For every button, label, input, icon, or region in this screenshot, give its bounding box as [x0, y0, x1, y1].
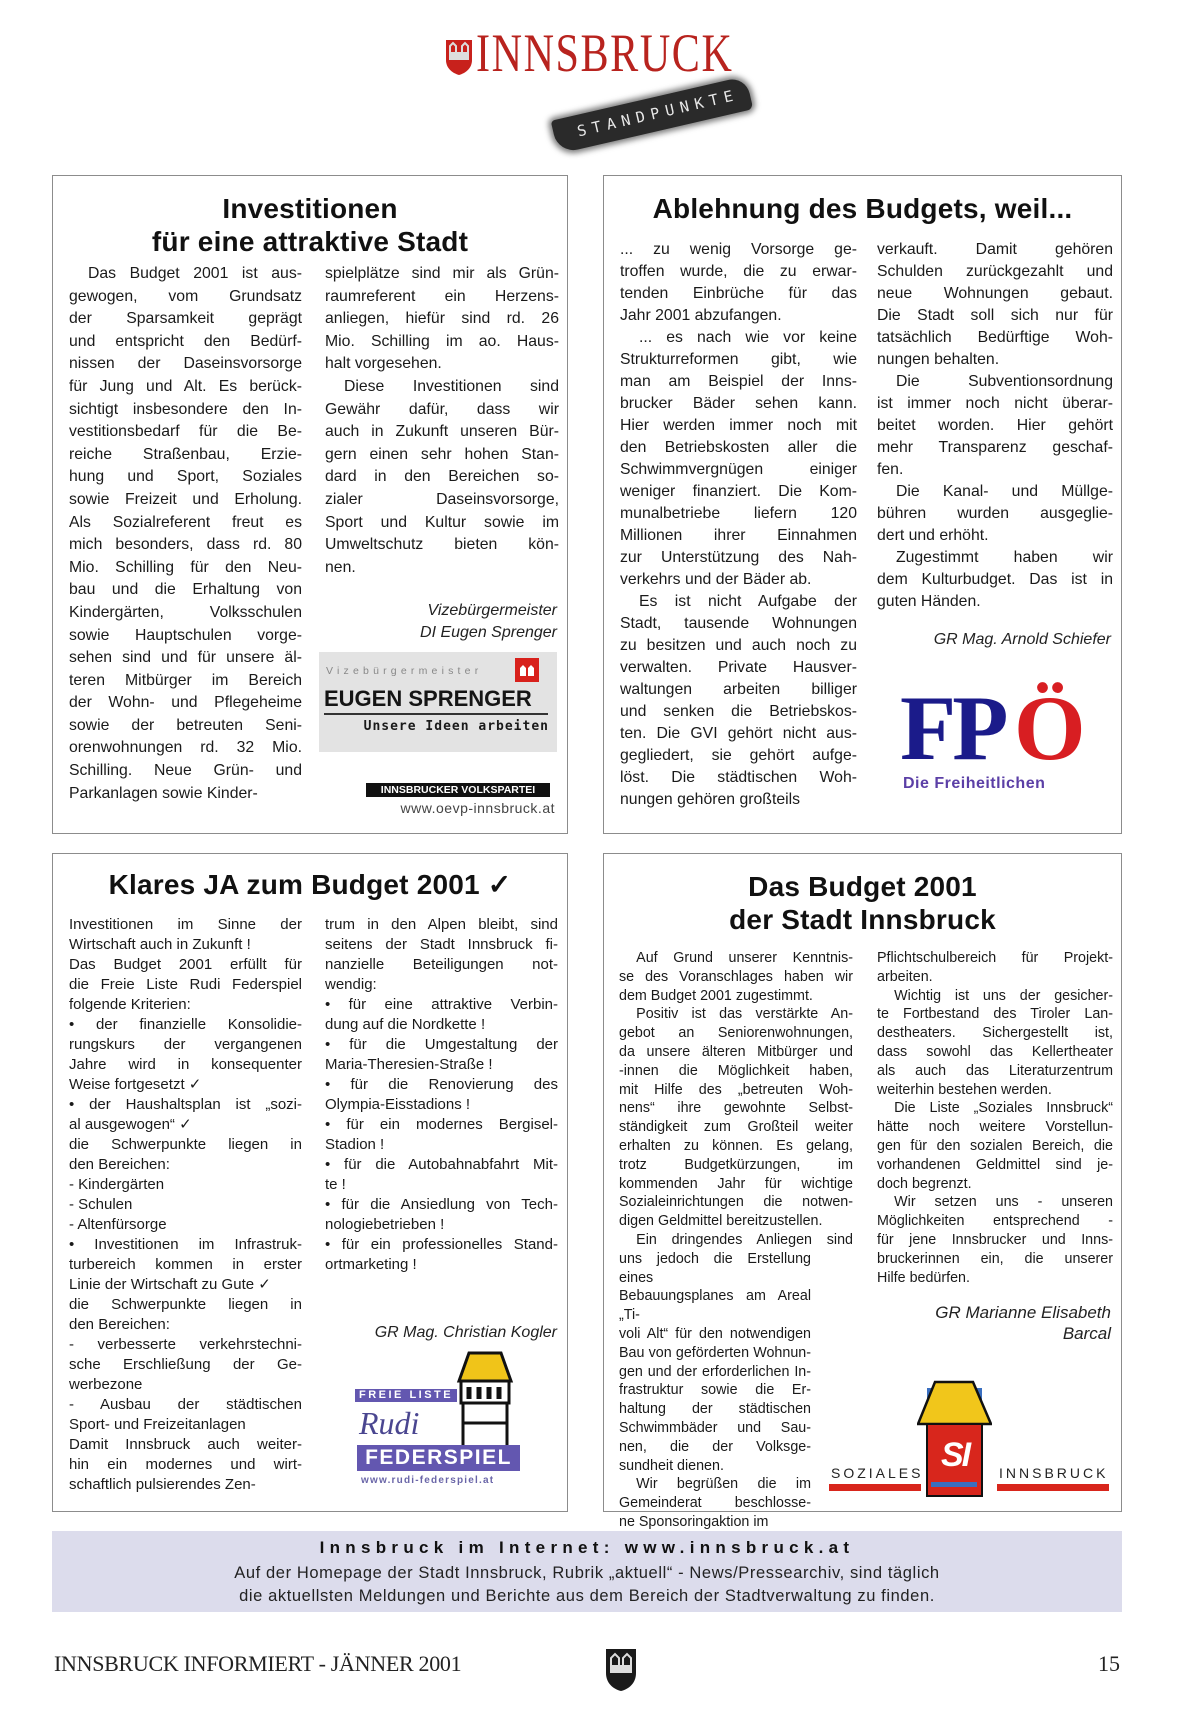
logo-script: Rudi	[359, 1405, 420, 1441]
paragraph	[877, 1193, 1113, 1287]
text-line: Weise fortgesetzt ✓	[69, 1076, 202, 1093]
signature-line: GR Marianne Elisabeth	[935, 1303, 1111, 1322]
text-line: hätte noch weitere Vorstellun-	[877, 1119, 1113, 1136]
paragraph	[69, 263, 302, 805]
article-freie-liste	[52, 853, 568, 1512]
text-line: Bebauungsplanes am Areal „Ti-	[619, 1288, 811, 1324]
text-line: den Betriebskosten aller die	[620, 439, 857, 456]
text-line: al ausgewogen“ ✓	[69, 1116, 192, 1133]
text-line: destheaters. Sichergestellt ist,	[877, 1025, 1113, 1042]
paragraph	[325, 1235, 558, 1275]
article-oevp	[52, 175, 568, 834]
text-line: werbezone	[69, 1376, 143, 1393]
text-line: doch begrenzt.	[877, 1175, 972, 1192]
text-line: dard in den Bereichen so-	[325, 468, 559, 486]
text-line: • für die Ansiedlung von Tech-	[325, 1196, 558, 1213]
text-line: Das Budget 2001 erfüllt für	[69, 956, 302, 973]
party-url: www.oevp-innsbruck.at	[400, 800, 555, 816]
text-line: zialer Daseinsvorsorge,	[325, 490, 559, 508]
logo-kicker: FREIE LISTE	[355, 1389, 457, 1402]
text-line: Mio. Schilling im ao. Haus-	[325, 332, 559, 350]
paragraph	[69, 955, 302, 1015]
text-line: • für die Renovierung des	[325, 1076, 558, 1093]
text-line: verwalten. Private Hausver-	[620, 659, 857, 676]
text-line: ortmarketing !	[325, 1256, 417, 1273]
article-title	[604, 192, 1121, 225]
party-name: INNSBRUCKER VOLKSPARTEI	[366, 783, 550, 797]
text-line: Die Liste „Soziales Innsbruck“	[894, 1100, 1113, 1117]
paragraph	[620, 239, 857, 327]
text-line: spielplätze sind mir als Grün-	[325, 265, 559, 282]
text-line: der Sparsamkeit geprägt	[69, 310, 302, 328]
article-fpoe	[603, 175, 1122, 834]
paragraph	[877, 1099, 1113, 1193]
text-line: ten. Die GVI gehört nicht aus-	[620, 725, 857, 742]
text-line: sowie Freizeit und Erholung.	[69, 490, 302, 508]
text-line: Schilling. Neue Grün- und	[69, 762, 302, 780]
text-line: Zugestimmt haben wir	[895, 549, 1113, 566]
masthead	[440, 23, 770, 141]
paragraph	[69, 1015, 302, 1095]
text-line: mehr Transparenz geschaf-	[877, 439, 1113, 456]
text-line: Möglichkeiten entsprechend -	[877, 1213, 1113, 1230]
text-line: wendig:	[325, 976, 377, 993]
banner-line: Auf der Homepage der Stadt Innsbruck, Rubrik „aktuell“ - News/Pressearchiv, sind täglich	[234, 1564, 940, 1582]
text-line: Millionen ihrer Einnahmen	[620, 527, 857, 544]
text-line: Wichtig ist uns der gesicher-	[894, 987, 1113, 1004]
article-column-right	[877, 949, 1113, 1287]
signature	[420, 600, 557, 644]
text-line: Linie der Wirtschaft zu Gute ✓	[69, 1276, 271, 1293]
text-line: • für die Autobahnabfahrt Mit-	[325, 1156, 558, 1173]
text-line: Pflichtschulbereich für Projekt-	[877, 950, 1113, 966]
tower-icon	[455, 1351, 515, 1446]
logo-rule	[324, 713, 548, 715]
text-line: nungen gehören großteils	[620, 791, 801, 808]
text-line: fen.	[877, 461, 904, 478]
text-line: folgende Kriterien:	[69, 996, 191, 1013]
article-column-right	[325, 915, 558, 1275]
paragraph	[69, 1335, 302, 1395]
innsbruck-crest-icon	[445, 38, 473, 76]
text-line: • für ein modernes Bergisel-	[325, 1116, 558, 1133]
text-line: trum in den Alpen bleibt, sind	[325, 916, 558, 933]
text-line: Bau von geförderten Wohnun-	[619, 1344, 811, 1361]
text-line: frastruktur sowie die Er-	[619, 1382, 811, 1399]
text-line: und senken die Betriebskos-	[620, 703, 857, 720]
paragraph	[69, 1195, 302, 1215]
text-line: uns jedoch die Erstellung eines	[619, 1250, 811, 1286]
text-line: Parkanlagen sowie Kinder-	[69, 784, 258, 802]
text-line: nen, die der Volksge-	[619, 1438, 811, 1455]
text-line: arbeiten.	[877, 968, 933, 985]
text-line: Das Budget 2001 ist aus-	[87, 265, 302, 282]
text-line: Wirtschaft auch in Zukunft !	[69, 936, 251, 953]
paragraph	[69, 1215, 302, 1235]
text-line: Positiv ist das verstärkte An-	[636, 1006, 853, 1023]
paragraph	[325, 1075, 558, 1115]
text-line: für Jung und Alt. Es berück-	[69, 377, 302, 395]
text-line: Auf Grund unserer Kenntnis-	[636, 950, 853, 966]
text-line: Die Kanal- und Müllge-	[895, 483, 1113, 500]
text-line: nungen behalten.	[877, 351, 1000, 368]
paragraph	[325, 915, 558, 995]
article-column-left	[620, 239, 857, 811]
text-line: gen für den sozialen Bereich, die	[877, 1137, 1113, 1154]
text-line: für jene Innsbrucker und Inns-	[877, 1231, 1113, 1248]
text-line: Die Subventionsordnung	[895, 373, 1113, 390]
sprenger-logo	[319, 652, 557, 752]
text-line: tatsächlich Bedürftige Woh-	[877, 329, 1113, 346]
soziales-innsbruck-logo	[829, 1380, 1109, 1498]
text-line: Investitionen im Sinne der	[69, 916, 302, 933]
text-line: sichtigt insbesondere den In-	[69, 400, 302, 418]
text-line: Gewähr dafür, dass wir	[325, 400, 559, 418]
text-line: gern einen sehr hohen Stan-	[325, 445, 559, 463]
text-line: rungskurs der vergangenen	[69, 1036, 302, 1053]
signature-line: GR Mag. Arnold Schiefer	[933, 631, 1111, 648]
text-line: Sport- und Freizeitanlagen	[69, 1416, 246, 1433]
text-line: bau und die Erhaltung von	[69, 581, 302, 599]
article-column-right	[877, 239, 1113, 613]
paragraph	[877, 987, 1113, 1100]
text-line: beitet worden. Hier gehört	[877, 417, 1113, 434]
logo-right-text: INNSBRUCK	[999, 1465, 1109, 1481]
text-line: kommenden Jahr für wichtige	[619, 1175, 853, 1192]
text-line: mit Hilfe des „betreuten Woh-	[619, 1081, 853, 1098]
text-line: Schwimmbäder und Sau-	[619, 1419, 811, 1436]
text-line: • für die Umgestaltung der	[325, 1036, 558, 1053]
city-crest-icon	[604, 1647, 638, 1693]
text-line: man am Beispiel der Inns-	[620, 373, 857, 390]
text-line: auch in Zukunft unseren Bür-	[325, 423, 559, 441]
page-number: 15	[1098, 1651, 1120, 1676]
text-line: Strukturreformen gibt, wie	[620, 351, 857, 368]
text-line: Wir begrüßen die im	[636, 1476, 811, 1493]
text-line: se des Voranschlages haben wir	[619, 968, 853, 985]
text-line: Als Sozialreferent freut es	[69, 513, 302, 531]
text-line: tenden Einbrüche für das	[620, 285, 857, 302]
text-line: - Ausbau der städtischen	[69, 1396, 302, 1413]
masthead-title: INNSBRUCK	[476, 23, 734, 83]
text-line: hin ein modernes und wirt-	[69, 1456, 302, 1473]
text-line: zur Unterstützung des Nah-	[620, 549, 857, 566]
logo-bar	[829, 1484, 921, 1491]
text-line: als auch das Literaturzentrum	[877, 1062, 1113, 1079]
paragraph	[877, 239, 1113, 371]
text-line: ... zu wenig Vorsorge ge-	[620, 241, 857, 258]
banner-line: die aktuellsten Meldungen und Berichte aus dem Bereich der Stadtverwaltung zu finden.	[239, 1587, 935, 1605]
text-line: nologiebetrieben !	[325, 1216, 445, 1233]
paragraph	[325, 995, 558, 1035]
text-line: trotz Budgetkürzungen, im	[619, 1156, 853, 1173]
paragraph	[69, 1135, 302, 1175]
text-line: Kindergärten, Volksschulen	[69, 603, 302, 621]
logo-name: FEDERSPIEL	[357, 1445, 520, 1471]
text-line: raumreferent ein Herzens-	[325, 287, 559, 305]
logo-bar	[997, 1484, 1109, 1491]
text-line: gen und der erforderlichen In-	[619, 1363, 811, 1380]
text-line: gegliedert, sie gehört aufge-	[620, 747, 857, 764]
paragraph	[620, 327, 857, 591]
text-line: sowie Hauptschulen vorge-	[69, 626, 302, 644]
paragraph	[877, 949, 1113, 987]
paragraph	[619, 1005, 853, 1231]
text-line: Gemeinderat beschlosse-	[619, 1495, 811, 1512]
title-line: Investitionen	[222, 193, 398, 224]
logo-name: Die Freiheitlichen	[903, 775, 1046, 792]
title-line: der Stadt Innsbruck	[729, 904, 996, 935]
text-line: Es ist nicht Aufgabe der	[638, 593, 857, 610]
title-line: Das Budget 2001	[748, 871, 977, 902]
title-line: Ablehnung des Budgets, weil...	[652, 193, 1073, 224]
logo-mark: FP	[900, 677, 1005, 779]
text-line: anliegen, hiefür sind rd. 26	[325, 310, 559, 328]
masthead-subtitle: STANDPUNKTE	[575, 85, 741, 141]
text-line: -innen die Möglichkeit haben,	[619, 1062, 853, 1079]
text-line: verkauft. Damit gehören	[877, 241, 1113, 258]
logo-kicker: Vizebürgermeister	[326, 665, 483, 677]
signature	[934, 630, 1111, 650]
title-line: Klares JA zum Budget 2001 ✓	[108, 869, 512, 900]
text-line: te !	[325, 1176, 346, 1193]
text-line: dert und erhöht.	[877, 527, 989, 544]
title-line: für eine attraktive Stadt	[151, 226, 469, 257]
paragraph	[325, 376, 559, 579]
text-line: Hier werden immer noch mit	[620, 417, 857, 434]
text-line: Ein dringendes Anliegen sind	[636, 1231, 853, 1248]
internet-banner	[52, 1531, 1122, 1612]
text-line: guten Händen.	[877, 593, 981, 610]
text-line: orenwohnungen rd. 32 Mio.	[69, 739, 302, 757]
text-line: - Kindergärten	[69, 1176, 165, 1193]
text-line: nissen der Daseinsvorsorge	[69, 355, 302, 373]
text-line: nanzielle Beteiligungen not-	[325, 956, 558, 973]
text-line: dem Budget 2001 zugestimmt.	[619, 987, 813, 1004]
text-line: digen Geldmittel bereitzustellen.	[619, 1213, 823, 1230]
article-title	[53, 868, 567, 901]
text-line: waltungen arbeiten billiger	[620, 681, 857, 698]
text-line: Schwimmvergnügen einiger	[620, 461, 857, 478]
text-line: - verbesserte verkehrstechni-	[69, 1336, 302, 1353]
text-line: Stadion !	[325, 1136, 385, 1153]
text-line: Maria-Theresien-Straße !	[325, 1056, 493, 1073]
text-line: munalbetriebe liefern 120	[620, 505, 857, 522]
text-line: erhalten zu können. Es gelang,	[619, 1137, 853, 1154]
text-line: Jahre wird in konsequenter	[69, 1056, 302, 1073]
text-line: Mio. Schilling für den Neu-	[69, 558, 302, 576]
text-line: bruckerinnen ein, die unserer	[877, 1250, 1113, 1267]
text-line: der Wohn- und Pflegeheime	[69, 694, 302, 712]
text-line: nens“ ihre gewohnte Selbst-	[619, 1100, 853, 1117]
text-line: ne Sponsoringaktion im	[619, 1513, 769, 1530]
text-line: weiterhin bestehen werden.	[877, 1081, 1052, 1098]
text-line: die Schwerpunkte liegen in	[69, 1136, 302, 1153]
federspiel-logo	[355, 1351, 525, 1496]
text-line: den Bereichen:	[69, 1156, 170, 1173]
text-line: die Freie Liste Rudi Federspiel	[69, 976, 302, 993]
text-line: hung und Sport, Soziales	[69, 468, 302, 486]
logo-mark-accent: Ö	[1014, 677, 1086, 779]
logo-mark: SI	[940, 1436, 970, 1474]
article-title	[604, 870, 1121, 936]
text-line: te Fortbestand des Tiroler Lan-	[877, 1006, 1113, 1023]
text-line: haltung der städtischen	[619, 1401, 811, 1418]
text-line: mich besonders, dass rd. 80	[69, 536, 302, 554]
paragraph	[877, 547, 1113, 613]
signature-line: GR Mag. Christian Kogler	[374, 1324, 557, 1341]
text-line: - Altenfürsorge	[69, 1216, 167, 1233]
text-line: den Bereichen:	[69, 1316, 170, 1333]
text-line: • für ein professionelles Stand-	[325, 1236, 558, 1253]
text-line: Hilfe bedürfen.	[877, 1269, 970, 1286]
text-line: voli Alt“ für den notwendigen	[619, 1325, 811, 1342]
text-line: nen.	[325, 558, 356, 576]
text-line: Sozialeinrichtungen die notwen-	[619, 1194, 853, 1211]
text-line: - Schulen	[69, 1196, 133, 1213]
text-line: und entspricht den Bedürf-	[69, 332, 302, 350]
text-line: • für eine attraktive Verbin-	[325, 996, 558, 1013]
signature-line: Vizebürgermeister	[427, 602, 557, 619]
publication-name: INNSBRUCK INFORMIERT - JÄNNER 2001	[54, 1651, 462, 1676]
paragraph	[325, 1035, 558, 1075]
text-line: sowie der betreuten Seni-	[69, 716, 302, 734]
paragraph	[620, 591, 857, 811]
paragraph	[325, 1195, 558, 1235]
text-line: sundheit dienen.	[619, 1457, 724, 1474]
text-line: Damit Innsbruck auch weiter-	[69, 1436, 302, 1453]
paragraph	[69, 1295, 302, 1335]
signature	[935, 1302, 1111, 1344]
text-line: brucker Bäder sehen kann.	[620, 395, 857, 412]
signature-line: DI Eugen Sprenger	[420, 624, 557, 641]
crest-icon	[515, 658, 539, 682]
article-soziales-innsbruck	[603, 853, 1122, 1530]
signature	[375, 1323, 557, 1342]
signature-line: Barcal	[1062, 1324, 1111, 1343]
text-line: dem Kulturbudget. Das ist in	[877, 571, 1113, 588]
text-line: schaftlich pulsierendes Zen-	[69, 1476, 256, 1493]
text-line: Wir setzen uns - unseren	[894, 1194, 1113, 1211]
text-line: troffen wurde, die zu erwar-	[620, 263, 857, 280]
text-line: • der finanzielle Konsolidie-	[69, 1016, 302, 1033]
paragraph	[325, 263, 559, 376]
text-line: da unsere älteren Mitbürger und	[619, 1043, 853, 1060]
logo-slogan: Unsere Ideen arbeiten	[363, 719, 549, 734]
text-line: Umweltschutz bieten kön-	[325, 536, 559, 554]
text-line: gewogen, vom Grundsatz	[69, 287, 302, 305]
text-line: Sport und Kultur sowie im	[325, 513, 559, 531]
paragraph	[69, 1095, 302, 1135]
paragraph	[69, 1435, 302, 1495]
fpoe-logo	[900, 677, 1100, 798]
text-line: ist immer noch nicht überar-	[877, 395, 1113, 412]
text-line: ... es nach wie vor keine	[638, 329, 857, 346]
paragraph	[69, 1235, 302, 1295]
article-column-left	[69, 915, 302, 1495]
text-line: neue Wohnungen gebaut.	[877, 285, 1113, 302]
article-column-left	[69, 263, 302, 805]
logo-left-text: SOZIALES	[831, 1465, 924, 1481]
text-line: Stadt, tausende Wohnungen	[620, 615, 857, 632]
text-line: löst. Die städtischen Woh-	[620, 769, 857, 786]
text-line: dass sowohl das Kellertheater	[877, 1043, 1113, 1060]
text-line: reiche Straßenbau, Erzie-	[69, 445, 302, 463]
text-line: ständigkeit zum Großteil weiter	[619, 1119, 853, 1136]
text-line: vestitionsbedarf für die Be-	[69, 423, 302, 441]
text-line: turbereich kommen in erster	[69, 1256, 302, 1273]
logo-name: EUGEN SPRENGER	[324, 686, 532, 711]
text-line: Diese Investitionen sind	[343, 377, 559, 395]
article-column-left	[619, 949, 853, 1532]
text-line: dung auf die Nordkette !	[325, 1016, 486, 1033]
text-line: Olympia-Eisstadions !	[325, 1096, 471, 1113]
text-line: die Schwerpunkte liegen in	[69, 1296, 302, 1313]
paragraph	[69, 1175, 302, 1195]
text-line: weniger finanziert. Die Kom-	[620, 483, 857, 500]
text-line: teren Mitbürger im Bereich	[69, 671, 302, 689]
text-line: halt vorgesehen.	[325, 355, 442, 373]
paragraph	[325, 1115, 558, 1155]
text-line: zu besitzen und auch noch zu	[620, 637, 857, 654]
text-line: • Investitionen im Infrastruk-	[69, 1236, 302, 1253]
article-column-right	[325, 263, 559, 579]
banner-title: Innsbruck im Internet: www.innsbruck.at	[319, 1538, 855, 1557]
text-line: sche Erschließung der Ge-	[69, 1356, 302, 1373]
paragraph	[619, 949, 853, 1005]
article-title	[53, 192, 567, 258]
text-line: vorhandenen Geldmittel sind je-	[877, 1156, 1113, 1173]
text-line: Jahr 2001 abzufangen.	[620, 307, 782, 324]
text-line: gebot an Seniorenwohnungen,	[619, 1025, 853, 1042]
text-line: sehen sind und für unsere äl-	[69, 649, 302, 667]
paragraph	[325, 1155, 558, 1195]
text-line: Schulden zurückgezahlt und	[877, 263, 1113, 280]
paragraph	[69, 915, 302, 955]
paragraph	[877, 371, 1113, 481]
logo-url: www.rudi-federspiel.at	[361, 1475, 495, 1486]
text-line: bühren wurden ausgeglie-	[877, 505, 1113, 522]
text-line: seitens der Stadt Innsbruck fi-	[325, 936, 558, 953]
paragraph	[69, 1395, 302, 1435]
text-line: • der Haushaltsplan ist „sozi-	[69, 1096, 302, 1113]
paragraph	[877, 481, 1113, 547]
text-line: Die Stadt soll sich nur für	[877, 307, 1113, 324]
text-line: verkehrs und der Bäder ab.	[620, 571, 812, 588]
